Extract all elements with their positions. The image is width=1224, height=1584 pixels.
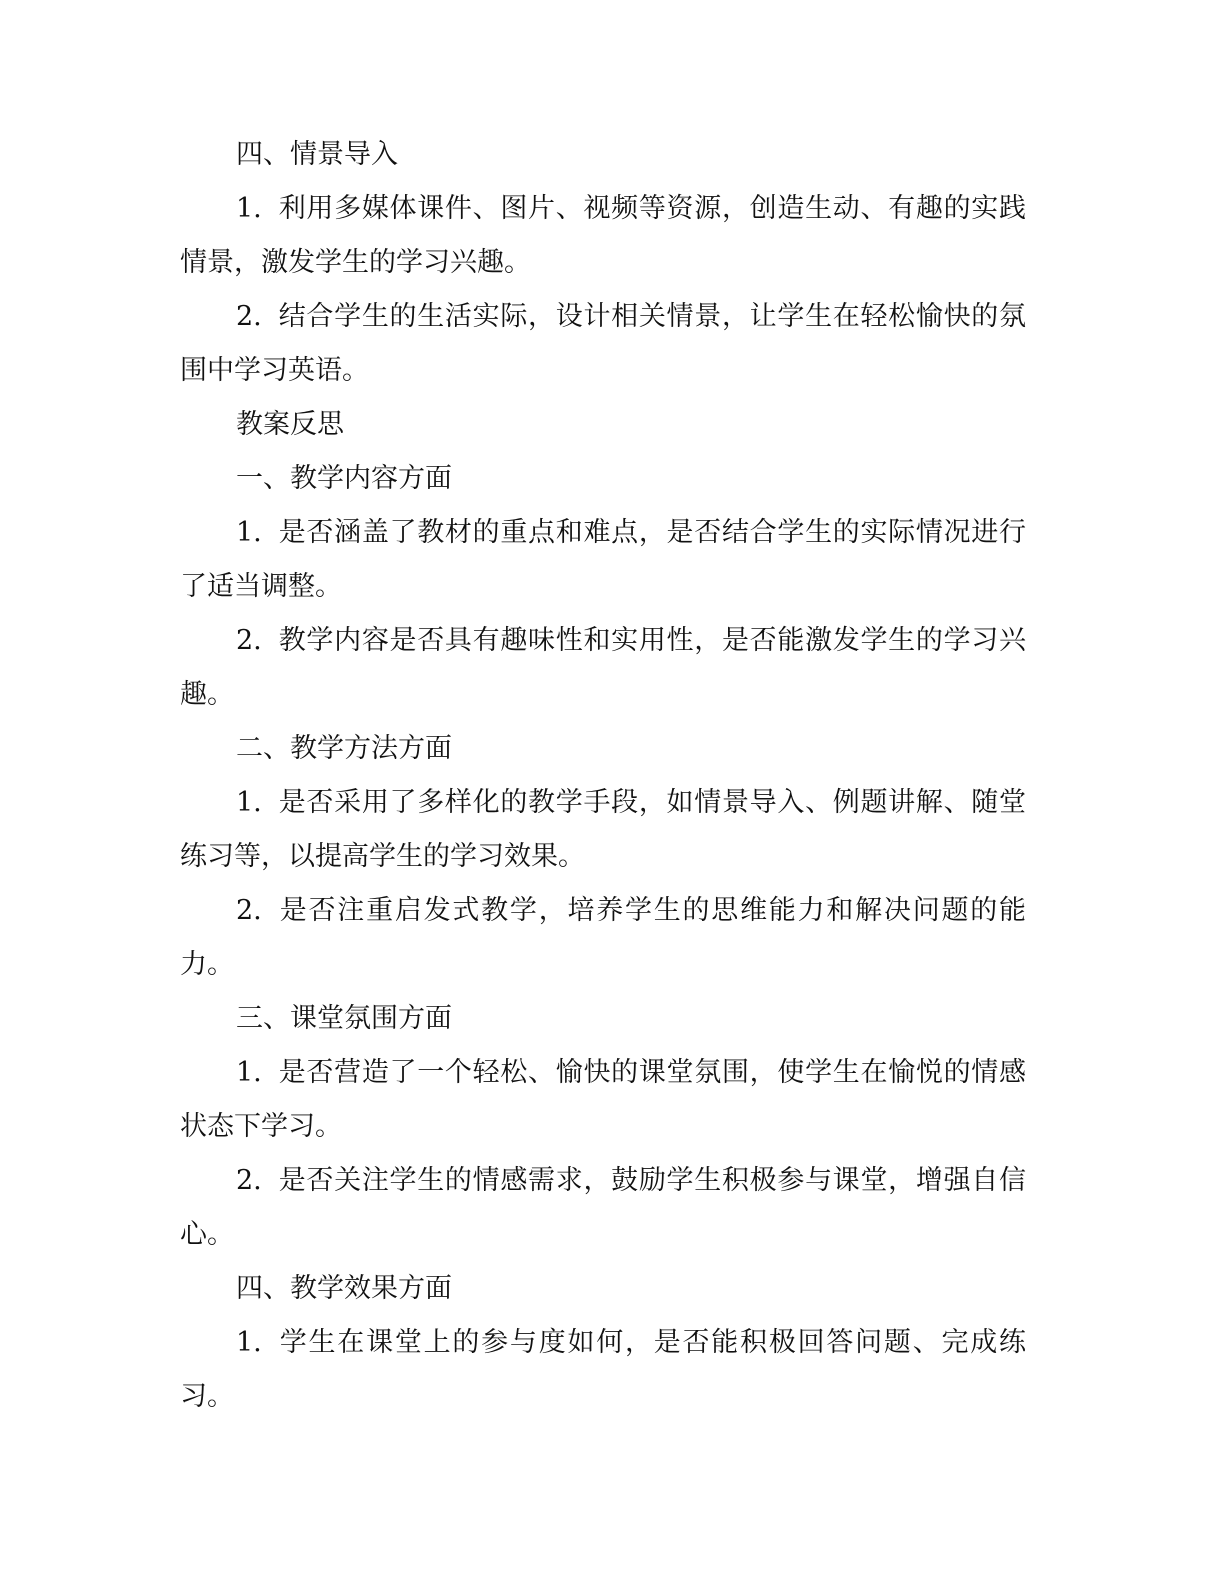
document-page bbox=[180, 128, 1026, 1424]
item-number: 2. bbox=[236, 895, 262, 926]
item-number: 2. bbox=[236, 1165, 262, 1196]
section-heading: 一、教学内容方面 bbox=[236, 463, 452, 494]
list-item bbox=[180, 1154, 1026, 1262]
list-item bbox=[180, 506, 1026, 614]
list-item bbox=[180, 614, 1026, 722]
section-heading: 四、教学效果方面 bbox=[236, 1273, 452, 1304]
item-text: 是否采用了多样化的教学手段，如情景导入、例题讲解、随堂练习等，以提高学生的学习效果。 bbox=[180, 787, 1026, 872]
item-text: 结合学生的生活实际，设计相关情景，让学生在轻松愉快的氛围中学习英语。 bbox=[180, 301, 1026, 386]
list-item bbox=[180, 182, 1026, 290]
item-number: 1. bbox=[236, 193, 262, 224]
item-text: 是否涵盖了教材的重点和难点，是否结合学生的实际情况进行了适当调整。 bbox=[180, 517, 1026, 602]
item-text: 学生在课堂上的参与度如何，是否能积极回答问题、完成练习。 bbox=[180, 1327, 1026, 1412]
item-number: 2. bbox=[236, 625, 262, 656]
list-item bbox=[180, 776, 1026, 884]
item-text: 是否关注学生的情感需求，鼓励学生积极参与课堂，增强自信心。 bbox=[180, 1165, 1026, 1250]
item-number: 1. bbox=[236, 1057, 262, 1088]
item-number: 1. bbox=[236, 1327, 262, 1358]
item-text: 是否营造了一个轻松、愉快的课堂氛围，使学生在愉悦的情感状态下学习。 bbox=[180, 1057, 1026, 1142]
item-number: 2. bbox=[236, 301, 262, 332]
section-heading: 二、教学方法方面 bbox=[236, 733, 452, 764]
item-text: 教学内容是否具有趣味性和实用性，是否能激发学生的学习兴趣。 bbox=[180, 625, 1026, 710]
list-item bbox=[180, 290, 1026, 398]
section-heading: 三、课堂氛围方面 bbox=[236, 1003, 452, 1034]
item-number: 1. bbox=[236, 517, 262, 548]
list-item bbox=[180, 884, 1026, 992]
item-number: 1. bbox=[236, 787, 262, 818]
item-text: 利用多媒体课件、图片、视频等资源，创造生动、有趣的实践情景，激发学生的学习兴趣。 bbox=[180, 193, 1026, 278]
section-heading: 四、情景导入 bbox=[236, 139, 398, 170]
list-item bbox=[180, 1316, 1026, 1424]
list-item bbox=[180, 1046, 1026, 1154]
item-text: 是否注重启发式教学，培养学生的思维能力和解决问题的能力。 bbox=[180, 895, 1026, 980]
section-heading: 教案反思 bbox=[236, 409, 344, 440]
